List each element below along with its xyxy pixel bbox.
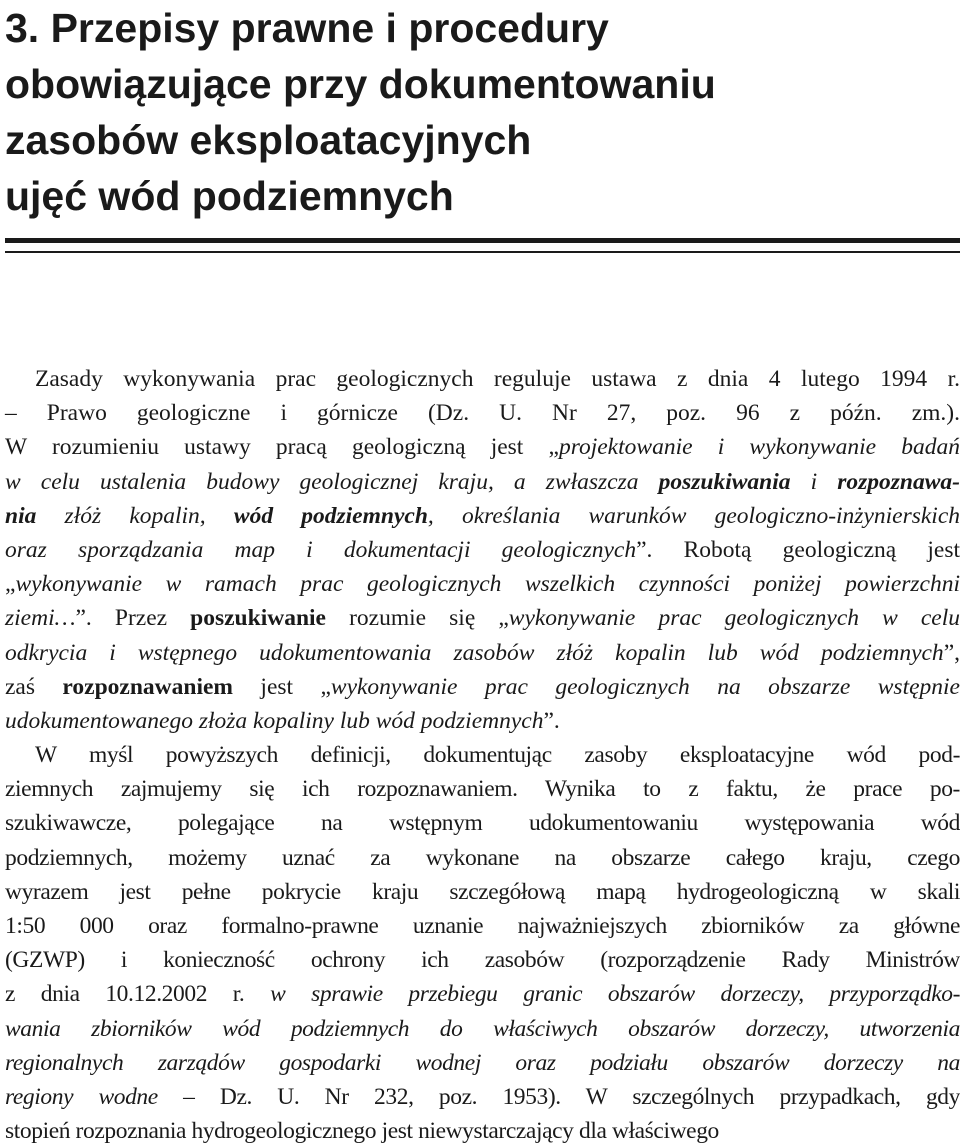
text-line: [5, 362, 960, 396]
text-line: [5, 1046, 960, 1080]
text-line: [5, 841, 960, 875]
text-line: [5, 1114, 960, 1148]
text-line: [5, 772, 960, 806]
text-line: [5, 670, 960, 704]
body-text: [5, 362, 960, 1148]
emphasized-text: udokumentowanego złoża kopaliny lub wód podziemnych: [5, 707, 544, 734]
text-line: [5, 1080, 960, 1114]
text-run: – Dz. U. Nr 232, poz. 1953). W szczególnych przypadkach, gdy: [157, 1083, 960, 1110]
emphasized-text: w sprawie przebiegu granic obszarów dorzeczy, przyporządko-: [270, 981, 960, 1008]
text-line: [5, 396, 960, 430]
emphasized-text: poszukiwanie: [190, 605, 326, 632]
emphasized-text: poszukiwania: [658, 468, 791, 495]
emphasized-text: projektowanie i wykonywanie badań: [558, 434, 960, 461]
text-run: szukiwawcze, polegające na wstępnym udokumentowaniu występowania wód: [5, 810, 960, 837]
text-run: ”. Przez: [75, 605, 191, 632]
text-line: [5, 636, 960, 670]
text-line: [5, 738, 960, 772]
text-run: W myśl powyższych definicji, dokumentując zasoby eksploatacyjne wód pod-: [35, 742, 960, 769]
text-run: ”,: [943, 639, 960, 666]
title-rule-thick: [5, 238, 960, 243]
text-line: [5, 1012, 960, 1046]
emphasized-text: i: [790, 468, 838, 495]
emphasized-text: regionalnych zarządów gospodarki wodnej oraz podziału obszarów dorzeczy na: [5, 1049, 960, 1076]
text-line: [5, 875, 960, 909]
emphasized-text: ziemi…: [5, 605, 76, 632]
text-line: [5, 977, 960, 1011]
emphasized-text: w celu ustalenia budowy geologicznej kraju, a zwłaszcza: [5, 468, 659, 495]
text-run: Zasady wykonywania prac geologicznych reguluje ustawa z dnia 4 lutego 1994 r.: [35, 366, 960, 392]
text-line: [5, 704, 960, 738]
text-run: W rozumieniu ustawy pracą geologiczną jest „: [5, 434, 559, 461]
title-rule-thin: [5, 251, 960, 253]
emphasized-text: oraz sporządzania map i dokumentacji geologicznych: [5, 536, 637, 563]
emphasized-text: regiony wodne: [5, 1083, 158, 1110]
text-run: ”.: [543, 707, 560, 734]
emphasized-text: wykonywanie w ramach prac geologicznych wszelkich czynności poniżej powierzchni: [15, 571, 960, 598]
text-run: – Prawo geologiczne i górnicze (Dz. U. Nr 27, poz. 96 z późn. zm.).: [5, 400, 960, 427]
emphasized-text: wykonywanie prac geologicznych w celu: [508, 605, 960, 632]
chapter-title-line: obowiązujące przy dokumentowaniu: [5, 61, 716, 107]
emphasized-text: wania zbiorników wód podziemnych do właściwych obszarów dorzeczy, utworzenia: [5, 1015, 960, 1042]
paragraph: [5, 738, 960, 1148]
emphasized-text: złóż kopalin,: [36, 502, 234, 529]
text-line: [5, 465, 960, 499]
text-line: [5, 430, 960, 464]
emphasized-text: wód podziemnych: [233, 502, 428, 529]
text-run: „: [5, 571, 16, 598]
text-run: podziemnych, możemy uznać za wykonane na obszarze całego kraju, czego: [5, 844, 960, 871]
text-run: stopień rozpoznania hydrogeologicznego jest niewystarczający dla właściwego: [5, 1118, 719, 1145]
text-line: [5, 806, 960, 840]
emphasized-text: rozpoznawaniem: [62, 673, 234, 700]
chapter-title-line: ujęć wód podziemnych: [5, 173, 454, 219]
text-run: z dnia 10.12.2002 r.: [5, 981, 271, 1008]
chapter-title-line: zasobów eksploatacyjnych: [5, 117, 532, 163]
chapter-title: [5, 0, 945, 224]
text-line: [5, 499, 960, 533]
chapter-title-line: 3. Przepisy prawne i procedury: [5, 5, 609, 51]
emphasized-text: , określania warunków geologiczno-inżynierskich: [427, 502, 960, 529]
text-line: [5, 943, 960, 977]
text-run: ziemnych zajmujemy się ich rozpoznawaniem. Wynika to z faktu, że prace po-: [5, 776, 960, 803]
text-line: [5, 601, 960, 635]
text-run: jest „: [233, 673, 331, 700]
text-run: (GZWP) i konieczność ochrony ich zasobów (rozporządzenie Rady Ministrów: [5, 947, 960, 974]
text-run: wyrazem jest pełne pokrycie kraju szczegółową mapą hydrogeologiczną w skali: [5, 878, 960, 905]
paragraph: [5, 362, 960, 738]
text-run: zaś: [5, 673, 63, 700]
text-line: [5, 567, 960, 601]
text-run: 1:50 000 oraz formalno-prawne uznanie najważniejszych zbiorników za główne: [5, 913, 960, 939]
text-run: ”. Robotą geologiczną jest: [636, 536, 960, 563]
emphasized-text: odkrycia i wstępnego udokumentowania zasobów złóż kopalin lub wód podziemnych: [5, 639, 944, 666]
text-line: [5, 909, 960, 943]
emphasized-text: wykonywanie prac geologicznych na obszarze wstępnie: [330, 673, 960, 700]
text-line: [5, 533, 960, 567]
emphasized-text: rozpoznawa-: [837, 468, 960, 495]
emphasized-text: nia: [5, 502, 37, 529]
text-run: rozumie się „: [325, 605, 509, 632]
